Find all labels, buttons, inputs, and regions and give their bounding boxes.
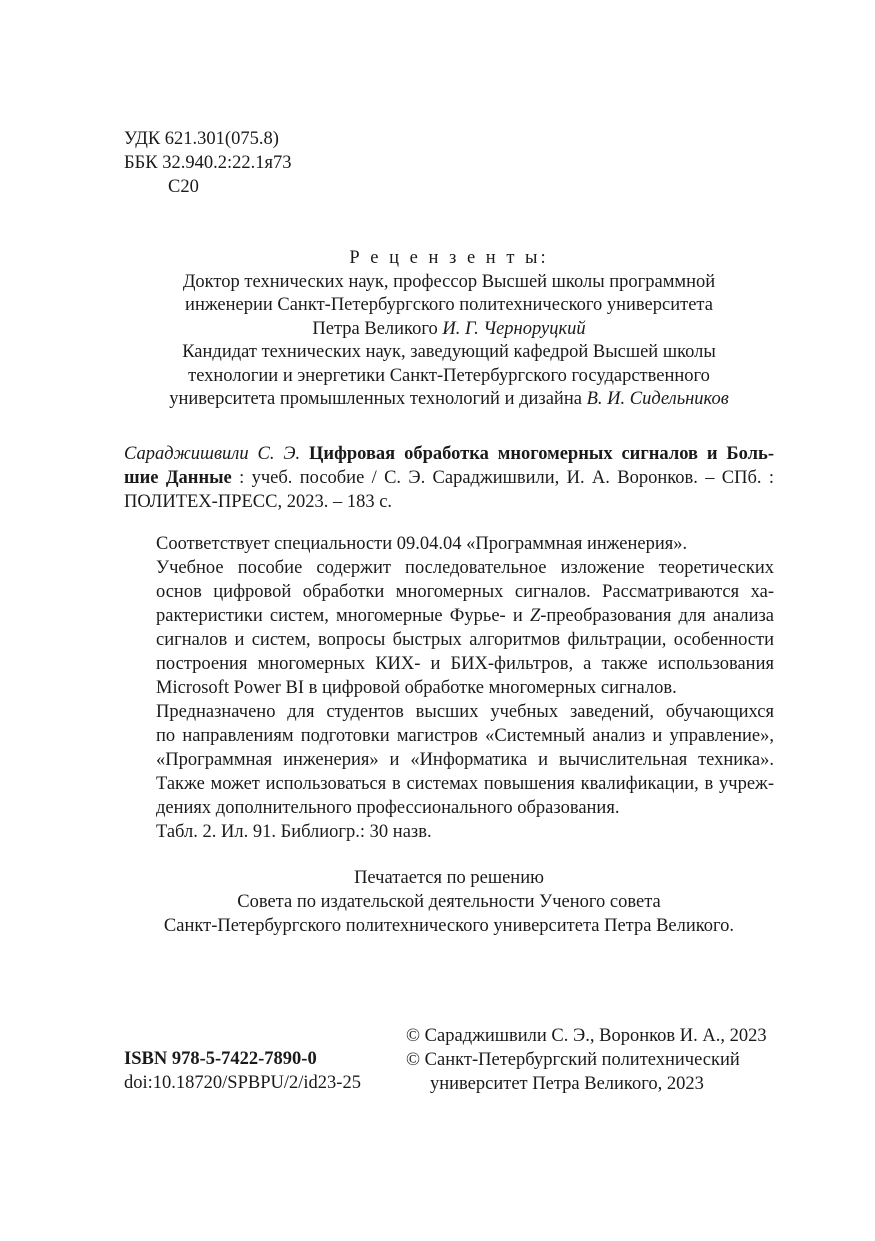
annotation-audience — [124, 700, 774, 820]
reviewers-block — [124, 246, 774, 411]
biblio-author: Сараджишвили С. Э. — [124, 444, 301, 464]
annotation-desc-line-4: сигналов и систем, вопросы быстрых алгоритмов фильтрации, особенности — [156, 630, 774, 650]
annotation-desc-line-6: Microsoft Power BI в цифровой обработке многомерных сигналов. — [156, 678, 677, 698]
reviewer-2-affiliation-end: университета промышленных технологий и дизайна — [169, 389, 582, 409]
copyright-university-line-1: © Санкт-Петербургский политехнический — [406, 1050, 740, 1070]
decision-line-3: Санкт-Петербургского политехнического университета Петра Великого. — [163, 916, 735, 936]
isbn-number: ISBN 978-5-7422-7890-0 — [124, 1049, 317, 1069]
annotation — [124, 532, 774, 820]
isbn-block — [124, 1047, 361, 1095]
annotation-specialty — [124, 532, 774, 556]
classification-codes — [124, 127, 292, 199]
copyright-authors: © Сараджишвили С. Э., Воронков И. А., 2023 — [406, 1026, 767, 1046]
doi-number: doi:10.18720/SPBPU/2/id23-25 — [124, 1073, 361, 1093]
copyright-block — [406, 1024, 767, 1096]
reviewer-1-line-1: Доктор технических наук, профессор Высшей школы программной — [182, 271, 716, 292]
reviewer-1-line-3 — [124, 317, 774, 341]
reviewer-1-line-2: инженерии Санкт-Петербургского политехнического университета — [185, 295, 713, 315]
reviewers-heading: Р е ц е н з е н т ы: — [349, 248, 549, 268]
reviewer-2-line-1: Кандидат технических наук, заведующий кафедрой Высшей школы — [182, 342, 716, 362]
bbk-code: ББК 32.940.2:22.1я73 — [124, 153, 292, 173]
reviewer-1-affiliation-end: Петра Великого — [312, 318, 438, 339]
annotation-description — [124, 556, 774, 700]
reviewer-2-line-3 — [124, 387, 774, 411]
annotation-aud-line-5: дениях дополнительного профессионального образования. — [156, 798, 620, 818]
annotation-aud-line-2: по направлениям подготовки магистров «Системный анализ и управление», — [156, 726, 774, 746]
annotation-z-letter: Z — [529, 606, 541, 626]
bibliographic-record — [124, 442, 774, 514]
publication-decision — [124, 866, 774, 938]
biblio-title-part-1: Цифровая обработка многомерных сигналов и Боль- — [309, 444, 774, 464]
copyright-university-line-2: университет Петра Великого, 2023 — [430, 1074, 704, 1094]
annotation-desc-line-3 — [124, 604, 774, 628]
annotation-aud-line-1: Предназначено для студентов высших учебных заведений, обучающихся — [156, 702, 774, 722]
annotation-desc-line-5: построения многомерных КИХ- и БИХ-фильтров, а также использования — [156, 654, 774, 674]
annotation-desc-line-3-b: -преобразования для анализа — [540, 606, 774, 626]
reviewer-1-name: И. Г. Черноруцкий — [442, 318, 586, 339]
annotation-aud-line-4: Также может использоваться в системах повышения квалификации, в учреж- — [156, 774, 774, 794]
annotation-desc-line-3-a: рактеристики систем, многомерные Фурье- и — [156, 606, 530, 626]
reviewer-2-line-2: технологии и энергетики Санкт-Петербургского государственного — [188, 365, 710, 386]
biblio-title-part-2: шие Данные — [124, 468, 232, 488]
biblio-line-2 — [124, 466, 774, 490]
decision-line-2: Совета по издательской деятельности Ученого совета — [237, 892, 661, 912]
annotation-aud-line-3: «Программная инженерия» и «Информатика и вычислительная техника». — [156, 750, 774, 770]
biblio-line-3: ПОЛИТЕХ-ПРЕСС, 2023. – 183 с. — [124, 492, 393, 512]
biblio-line-1 — [124, 442, 774, 466]
udk-code: УДК 621.301(075.8) — [124, 129, 279, 149]
reviewer-2-name: В. И. Сидельников — [586, 389, 729, 409]
author-mark: С20 — [168, 177, 199, 197]
decision-line-1: Печатается по решению — [354, 868, 544, 888]
biblio-publication-info: : учеб. пособие / С. Э. Сараджишвили, И. А. Воронков. – СПб. : — [231, 468, 774, 488]
annotation-desc-line-2: основ цифровой обработки многомерных сигналов. Рассматриваются ха- — [156, 582, 774, 602]
annotation-desc-line-1: Учебное пособие содержит последовательное изложение теоретических — [156, 558, 774, 578]
annotation-specialty-text: Соответствует специальности 09.04.04 «Программная инженерия». — [156, 534, 688, 554]
publication-stats: Табл. 2. Ил. 91. Библиогр.: 30 назв. — [156, 822, 432, 842]
